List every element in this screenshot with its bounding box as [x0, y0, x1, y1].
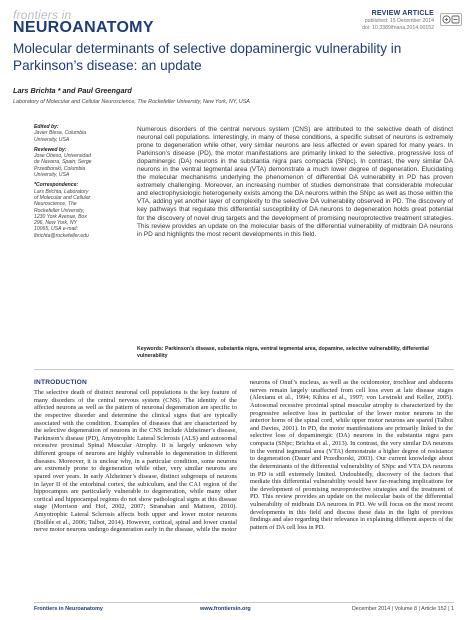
affiliation: Laboratory of Molecular and Cellular Neuroscience, The Rockefeller University, New York, NY, USA [13, 99, 250, 105]
introduction-heading: INTRODUCTION [34, 379, 87, 386]
footer-divider [34, 602, 454, 603]
keywords [137, 346, 453, 359]
open-access-icon [440, 13, 462, 26]
body-column-left [34, 389, 237, 534]
abstract: Numerous disorders of the central nervous system (CNS) are attributed to the selective death of distinct neuronal cell populations. Interestingly, in many of these conditions, a specific subset of neurons is extremely prone to degeneration while other, very similar neurons are less affected or even spared for many years. In Parkinson’s disease (PD), the motor manifestations are primarily linked to the selective, progressive loss of dopaminergic (DA) neurons in the substantia nigra pars compacta (SNpc). In contrast, the very similar DA neurons in the ventral tegmental area (VTA) demonstrate a much lower degree of degeneration. Elucidating the molecular mechanisms underlying the phenomenon of differential DA vulnerability in PD has proven extremely challenging. Moreover, an increasing number of studies demonstrate that considerable molecular and electrophysiologic heterogeneity exists among the DA neurons within the SNpc as well as those within the VTA, adding yet another layer of complexity to the selective DA vulnerability observed in PD. The discovery of key pathways that regulate this differential susceptibility of DA neurons to degeneration holds great potential for the discovery of novel drug targets and the development of promising neuroprotective treatment strategies. This review provides an update on the molecular basis of the differential vulnerability of midbrain DA neurons in PD and highlights the most recent developments in this field. [137, 126, 453, 238]
correspondence-block [34, 182, 92, 239]
article-title: Molecular determinants of selective dopaminergic vulnerability in Parkinson’s disease: an update [13, 41, 402, 73]
article-sidebar [34, 124, 92, 243]
section-divider [34, 369, 454, 370]
keywords-list: Parkinson’s disease, substantia nigra, ventral tegmental area, dopamine, selective vulnerability, differential vulnerability [137, 346, 429, 359]
footer-journal: Frontiers in Neuroanatomy [34, 606, 103, 612]
article-meta [362, 10, 434, 31]
edited-by-text: Javier Blesa, Columbia University, USA [34, 130, 87, 143]
body-paragraph: The selective death of distinct neuronal cell populations is the key feature of many disorders of the central nervous system (CNS). The identity of the affected neurons as well as the pattern of neuronal degeneration are specific to the respective disorder and determine the clinical signs that are typically associated with the condition. Examples of diseases that are characterized by the selective degeneration of neurons in the CNS include Alzheimer’s disease, Parkinson’s disease (PD), Amyotrophic Lateral Sclerosis (ALS) and autosomal recessive proximal Spinal Muscular Atrophy. It is largely unknown why different groups of neurons are highly vulnerable to degeneration in different diseases. Moreover, it is unclear why, in a particular condition, some neurons are extremely prone to degeneration while other, very similar neurons are spared over years. In early Alzheimer’s disease, distinct subgroups of neurons in layer II of the entorhinal cortex, the subiculum, and the CA1 region of the hippocampus are particularly vulnerable to degeneration, while many other cortical and hippocampal regions do not show pathological signs at this disease stage (Morrison and Hof, 2002, 2007; Stranahan and Mattson, 2010). Amyotrophic Lateral Sclerosis affects both upper and lower motor neurons (Boillée et al., 2006; Talbot, 2014). However, cortical, spinal and lower cranial nerve motor neurons undergo degeneration early in the disease, while the motor [34, 389, 237, 534]
reviewed-by-block [34, 147, 92, 178]
keywords-label: Keywords: [137, 346, 164, 352]
footer-website-link[interactable]: www.frontiersin.org [200, 606, 251, 612]
journal-logo-line1: frontiers in [13, 8, 72, 22]
journal-header [0, 0, 474, 40]
article-type: REVIEW ARTICLE [371, 10, 434, 17]
footer-issue-info: December 2014 | Volume 8 | Article 152 | 1 [351, 606, 454, 612]
journal-logo[interactable] [13, 9, 154, 36]
published-date: published: 15 December 2014 [364, 18, 434, 24]
reviewed-by-text: Jose Obeso, Universidad de Navarra, Spain; Serge Przedborski, Columbia University, USA [34, 153, 92, 179]
edited-by-heading: Edited by: [34, 124, 59, 130]
authors[interactable]: Lars Brichta * and Paul Greengard [13, 86, 132, 95]
journal-logo-line2: NEUROANATOMY [13, 19, 154, 36]
body-column-right [250, 379, 453, 532]
doi[interactable]: doi: 10.3389/fnana.2014.00152 [362, 24, 434, 31]
correspondence-heading: *Correspondence: [34, 182, 79, 189]
correspondence-text[interactable]: Lars Brichta, Laboratory of Molecular and Cellular Neuroscience, The Rockefeller University, 1230 York Avenue, Box 296, New York, NY 10065, USA e-mail: lbrichta@rockefeller.edu [34, 188, 91, 239]
body-paragraph: neurons of Onuf’s nucleus, as well as the oculomotor, trochlear and abducens nerves remain largely unaffected from cell loss even at late disease stages (Alexianu et al., 1994; Kihira et al., 1997; von Lewinski and Keller, 2005). Autosomal recessive proximal spinal muscular atrophy is characterized by the progressive selective loss in particular of the lower motor neurons in the anterior horns of the spinal cord, while upper motor neurons are spared (Talbot and Davies, 2001). In PD, the motor manifestations are primarily linked to the selective loss of dopaminergic (DA) neurons in the substantia nigra pars compacta (SNpc; Brichta et al., 2013). In contrast, the very similar DA neurons in the ventral tegmental area (VTA) demonstrate a higher degree of resistance to degeneration (Dauer and Przedborski, 2003). Our current knowledge about the determinants of the differential vulnerability of SNpc and VTA DA neurons in PD is still extremely limited. Undoubtedly, discovery of the factors that mediate this differential vulnerability would have far-reaching implications for the development of promising neuroprotective strategies and the treatment of PD. This review provides an update on the molecular basis of the differential vulnerability of midbrain DA neurons in PD. We will focus on the most recent developments in this field and discuss these data in the light of previous findings and also regarding their relevance in explaining different aspects of the pattern of DA cell loss in PD. [250, 379, 453, 531]
edited-by-block [34, 124, 92, 143]
reviewed-by-heading: Reviewed by: [34, 146, 67, 153]
